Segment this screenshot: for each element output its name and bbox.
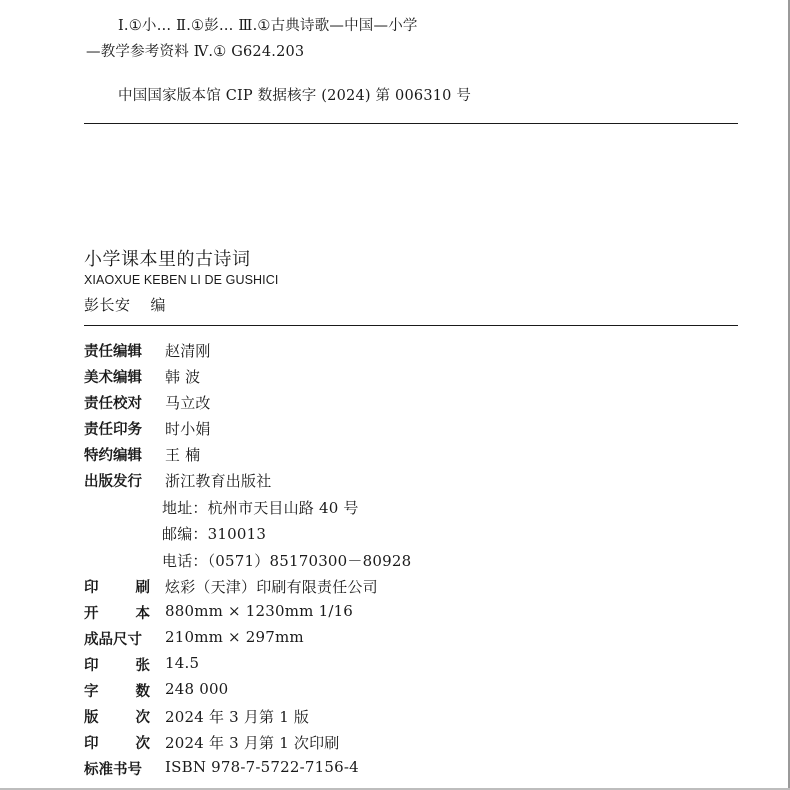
credit-value: 王 楠 <box>165 446 201 464</box>
spec-row <box>0 576 790 600</box>
publisher-postcode: 邮编：310013 <box>162 525 267 543</box>
credit-label: 责任印务 <box>84 422 142 438</box>
credit-label: 特约编辑 <box>84 448 142 464</box>
editor-name: 彭长安 <box>84 296 131 314</box>
spec-label-part: 印 <box>84 658 99 674</box>
credit-value: 韩 波 <box>165 368 201 386</box>
spec-value: 14.5 <box>165 654 200 672</box>
credit-value: 马立改 <box>165 394 211 412</box>
book-title: 小学课本里的古诗词 <box>84 249 251 270</box>
spec-label-part: 张 <box>135 658 150 674</box>
spec-label-part: 标准书号 <box>84 762 142 778</box>
cip-classification-line-continued: —教学参考资料 Ⅳ.① G624.203 <box>86 44 305 60</box>
credit-row <box>0 444 790 468</box>
spec-row <box>0 758 790 782</box>
credit-label: 美术编辑 <box>84 370 142 386</box>
spec-label-part: 本 <box>135 606 150 622</box>
editor-role: 编 <box>150 296 167 314</box>
credit-label: 责任校对 <box>84 396 142 412</box>
credit-row <box>0 418 790 442</box>
spec-label-part: 次 <box>135 710 150 726</box>
spec-value: 880mm × 1230mm 1/16 <box>165 602 354 620</box>
credit-value: 时小娟 <box>165 420 211 438</box>
spec-label <box>84 602 150 623</box>
spec-value: 210mm × 297mm <box>165 628 304 646</box>
spec-row <box>0 706 790 730</box>
spec-label-part: 数 <box>135 684 150 700</box>
credit-label: 出版发行 <box>84 474 142 490</box>
spec-row <box>0 628 790 652</box>
spec-label <box>84 654 150 675</box>
divider-top <box>84 123 738 124</box>
credit-row <box>0 340 790 364</box>
spec-row <box>0 732 790 756</box>
spec-label-part: 次 <box>135 736 150 752</box>
spec-value: 248 000 <box>165 680 229 698</box>
credit-value: 浙江教育出版社 <box>165 472 272 490</box>
credit-label: 责任编辑 <box>84 344 142 360</box>
publisher-phone: 电话：（0571）85170300－80928 <box>162 552 412 570</box>
spec-label <box>84 576 150 597</box>
spec-label-part: 版 <box>84 710 99 726</box>
spec-label <box>84 758 150 779</box>
spec-label-part: 印 <box>84 580 99 596</box>
credit-row <box>0 470 790 494</box>
spec-row <box>0 602 790 626</box>
credit-row <box>0 366 790 390</box>
spec-label-part: 印 <box>84 736 99 752</box>
spec-label-part: 成品尺寸 <box>84 632 142 648</box>
spec-value: 2024 年 3 月第 1 版 <box>165 708 310 726</box>
spec-label <box>84 706 150 727</box>
spec-row <box>0 680 790 704</box>
spec-value: 2024 年 3 月第 1 次印刷 <box>165 734 340 752</box>
spec-row <box>0 654 790 678</box>
spec-label-part: 开 <box>84 606 99 622</box>
credit-value: 赵清刚 <box>165 342 211 360</box>
spec-label <box>84 732 150 753</box>
credit-row <box>0 392 790 416</box>
book-title-pinyin: XIAOXUE KEBEN LI DE GUSHICI <box>84 273 279 287</box>
spec-label-part: 刷 <box>135 580 150 596</box>
cip-classification-line: Ⅰ.①小… Ⅱ.①彭… Ⅲ.①古典诗歌—中国—小学 <box>118 18 418 34</box>
spec-label <box>84 680 150 701</box>
spec-label-part: 字 <box>84 684 99 700</box>
publisher-address: 地址：杭州市天目山路 40 号 <box>162 499 359 517</box>
cip-record-number: 中国国家版本馆 CIP 数据核字 (2024) 第 006310 号 <box>118 88 472 104</box>
book-editor <box>84 294 166 315</box>
divider-middle <box>84 325 738 326</box>
spec-label <box>84 628 150 649</box>
spec-value: 炫彩（天津）印刷有限责任公司 <box>165 578 378 596</box>
spec-value: ISBN 978-7-5722-7156-4 <box>165 758 359 776</box>
